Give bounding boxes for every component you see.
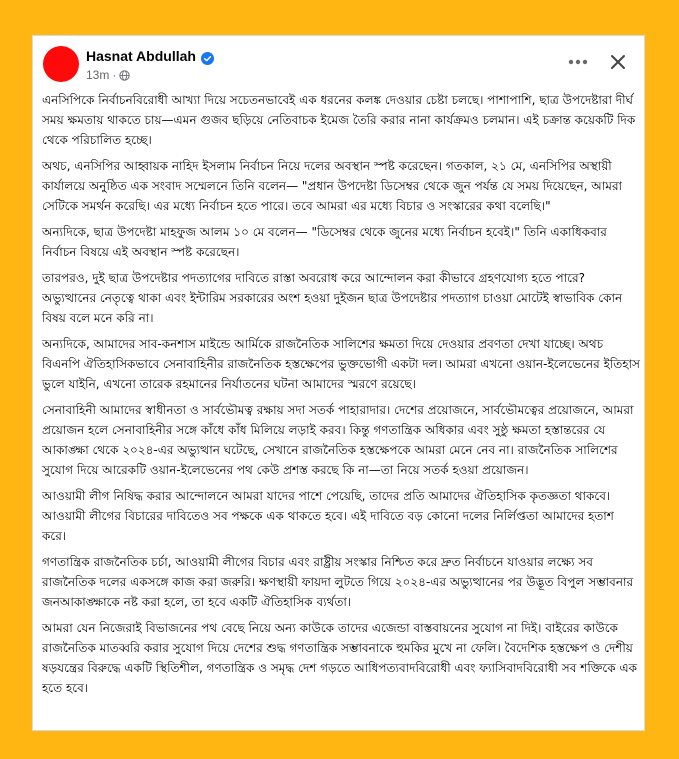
post-meta: [86, 68, 130, 82]
author-name[interactable]: Hasnat Abdullah: [86, 48, 196, 64]
post-paragraph-1: এনসিপিকে নির্বাচনবিরোধী আখ্যা দিয়ে সচেতনভাবেই এক ধরনের কলঙ্ক দেওয়ার চেষ্টা চলছে। পাশাপাশি, ছাত্র উপদেষ্টারা দীর্ঘ সময় ক্ষমতায় থাকতে চায়—এমন গুজব ছড়িয়ে নেতিবাচক ইমেজ তৈরি করার নানা কার্যক্রমও চলমান। এই চক্রান্ত কয়েকটি দিক থেকে পরিচালিত হচ্ছে।: [42, 93, 636, 147]
post-paragraph-3: অন্যদিকে, ছাত্র উপদেষ্টা মাহফুজ আলম ১০ মে বলেন— "ডিসেম্বর থেকে জুনের মধ্যে নির্বাচন হবেই।" তিনি একাধিকবার নির্বাচন বিষয়ে এই অবস্থান স্পষ্ট করেছেন।: [42, 225, 607, 259]
post-paragraph-8: গণতান্ত্রিক রাজনৈতিক চর্চা, আওয়ামী লীগের বিচার এবং রাষ্ট্রীয় সংস্কার নিশ্চিত করে দ্রুত নির্বাচনে যাওয়ার লক্ষ্যে সব রাজনৈতিক দলের একসঙ্গে কাজ করা জরুরি। ক্ষণস্থায়ী ফায়দা লুটতে গিয়ে ২০২৪-এর অভ্যুত্থানের পর উদ্ভূত বিপুল সম্ভাবনার জনআকাঙ্ক্ষাকে নষ্ট করা হলে, তা হবে একটি ঐতিহাসিক ব্যর্থতা।: [42, 555, 634, 609]
post-paragraph-4: তারপরও, দুই ছাত্র উপদেষ্টার পদত্যাগের দাবিতে রাস্তা অবরোধ করে আন্দোলন করা কীভাবে গ্রহণযোগ্য হতে পারে? অভ্যুত্থানের নেতৃত্বে থাকা এবং ইন্টারিম সরকারের অংশ হওয়া দুইজন ছাত্র উপদেষ্টার পদত্যাগ চাওয়া মোটেই স্বাভাবিক কোন বিষয় বলে মনে করি না।: [42, 271, 623, 325]
more-options-icon[interactable]: [564, 50, 592, 74]
globe-icon[interactable]: [119, 70, 130, 81]
avatar[interactable]: [43, 46, 79, 82]
post-paragraph-5: অন্যদিকে, আমাদের সাব-কনশাস মাইন্ডে আর্মিকে রাজনৈতিক সালিশের ক্ষমতা দিয়ে দেওয়ার প্রবণতা দেখা যাচ্ছে। অথচ বিএনপি ঐতিহাসিকভাবে সেনাবাহিনীর রাজনৈতিক হস্তক্ষেপের ভুক্তভোগী একটা দল। আমরা এখনো ওয়ান-ইলেভেনের ইতিহাস ভুলে যাইনি, এখনো তারেক রহমানের নির্যাতনের ঘটনা আমাদের স্মরণে রয়েছে।: [42, 337, 640, 391]
meta-separator: ·: [112, 68, 117, 82]
post-paragraph-6: সেনাবাহিনী আমাদের স্বাধীনতা ও সার্বভৌমত্ব রক্ষায় সদা সতর্ক পাহারাদার। দেশের প্রয়োজনে, সার্বভৌমত্বের প্রয়োজনে, আমরা প্রয়োজন হলে সেনাবাহিনীর সঙ্গে কাঁধে কাঁধ মিলিয়ে লড়াই করব। কিন্তু গণতান্ত্রিক অধিকার এবং সুষ্ঠু ক্ষমতা হস্তান্তরের যে আকাঙ্ক্ষা থেকে ২০২৪-এর অভ্যুত্থান ঘটেছে, সেখানে রাজনৈতিক হস্তক্ষেপকে আমরা মেনে নেব না। রাজনৈতিক সালিশের সুযোগ দিয়ে আরেকটি ওয়ান-ইলেভেনের পথ কেউ প্রশস্ত করছে কি না—তা নিয়ে সতর্ক হওয়া প্রয়োজন।: [42, 403, 634, 477]
verified-badge-icon: [201, 50, 214, 63]
close-icon[interactable]: [606, 50, 630, 74]
post-time[interactable]: 13m: [86, 68, 110, 82]
post-paragraph-2: অথচ, এনসিপির আহ্বায়ক নাহিদ ইসলাম নির্বাচন নিয়ে দলের অবস্থান স্পষ্ট করেছেন। গতকাল, ২১ মে, এনসিপির অস্থায়ী কার্যালয়ে অনুষ্ঠিত এক সংবাদ সম্মেলনে তিনি বলেন— "প্রধান উপদেষ্টা ডিসেম্বর থেকে জুন পর্যন্ত যে সময় দিয়েছেন, আমরা সেটিকে সমর্থন করেছি। এর মধ্যে নির্বাচন হতে পারে। তবে আমরা এর মধ্যে বিচার ও সংস্কারের কথা বলেছি।": [42, 159, 623, 213]
post-paragraph-9: আমরা যেন নিজেরাই বিভাজনের পথ বেছে নিয়ে অন্য কাউকে তাদের এজেন্ডা বাস্তবায়নের সুযোগ না দিই। বাইরের কাউকে রাজনৈতিক মাতব্বরি করার সুযোগ দিয়ে দেশের শুদ্ধ গণতান্ত্রিক সম্ভাবনাকে হুমকির মুখে না ফেলি। বৈদেশিক হস্তক্ষেপ ও দেশীয় ষড়যন্ত্রের বিরুদ্ধে একটি স্থিতিশীল, গণতান্ত্রিক ও সমৃদ্ধ দেশ গড়তে আধিপত্যবাদবিরোধী এবং ফ্যাসিবাদবিরোধী সব শক্তিকে এক হতে হবে।: [42, 621, 637, 695]
post-paragraph-7: আওয়ামী লীগ নিষিদ্ধ করার আন্দোলনে আমরা যাদের পাশে পেয়েছি, তাদের প্রতি আমাদের ঐতিহাসিক কৃতজ্ঞতা থাকবে। আওয়ামী লীগের বিচারের দাবিতেও সব পক্ষকে এক থাকতে হবে। এই দাবিতে বড় কোনো দলের নির্লিপ্ততা আমাদের হতাশ করে।: [42, 489, 614, 543]
post-header: [33, 36, 644, 88]
post-body: [42, 90, 640, 704]
author-line: [86, 48, 214, 64]
post-card: [32, 35, 645, 731]
